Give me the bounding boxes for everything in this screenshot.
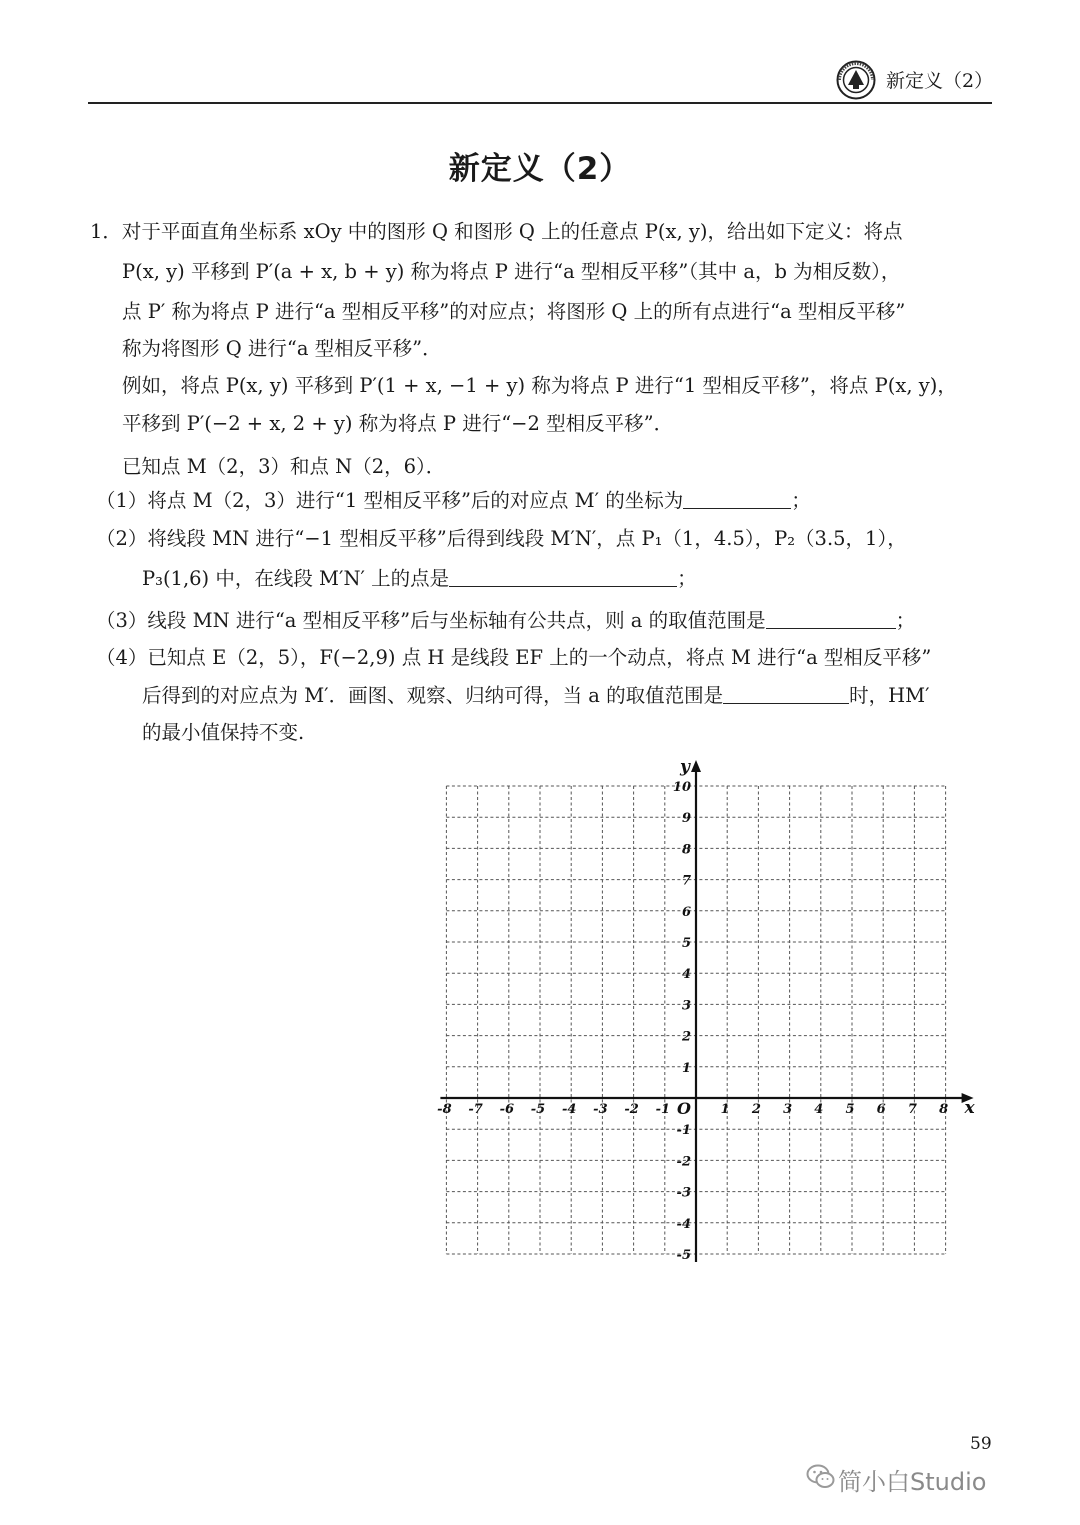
question-2-text: P₃(1,6) 中，在线段 M′N′ 上的点是 xyxy=(142,567,450,590)
coordinate-grid[interactable] xyxy=(432,757,982,1269)
question-2-line-2 xyxy=(142,563,697,591)
x-tick-label: 5 xyxy=(845,1102,855,1117)
page-title: 新定义（2） xyxy=(448,151,632,187)
question-4-end: 时，HM′ xyxy=(849,684,930,707)
question-3-text: （3）线段 MN 进行“a 型相反平移”后与坐标轴有公共点，则 a 的取值范围是 xyxy=(96,609,766,632)
y-tick-label: 10 xyxy=(672,780,691,795)
example-line-2: 平移到 P′(−2 + x, 2 + y) 称为将点 P 进行“−2 型相反平移”． xyxy=(122,412,674,435)
x-tick-label: 7 xyxy=(907,1102,917,1117)
x-axis-label: x xyxy=(964,1098,975,1118)
x-tick-label: -7 xyxy=(468,1102,483,1117)
question-4-line-2 xyxy=(142,680,930,708)
x-tick-label: 6 xyxy=(876,1102,886,1117)
x-tick-label: -8 xyxy=(437,1102,452,1117)
question-2-line-1: （2）将线段 MN 进行“−1 型相反平移”后得到线段 M′N′，点 P₁（1，4.5），P₂（3.5，1）， xyxy=(96,527,907,550)
watermark: 简小白Studio xyxy=(838,1468,987,1496)
y-tick-label: -5 xyxy=(676,1248,691,1263)
example-line-1: 例如，将点 P(x, y) 平移到 P′(1 + x, −1 + y) 称为将点 P 进行“1 型相反平移”，将点 P(x, y)， xyxy=(122,374,957,397)
problem-line-2: P(x, y) 平移到 P′(a + x, b + y) 称为将点 P 进行“a 型相反平移”（其中 a，b 为相反数）， xyxy=(122,260,901,283)
question-1-text: （1）将点 M（2，3）进行“1 型相反平移”后的对应点 M′ 的坐标为 xyxy=(96,489,684,512)
x-tick-label: -4 xyxy=(561,1102,577,1117)
wechat-icon xyxy=(806,1463,836,1491)
x-tick-label: -6 xyxy=(499,1102,515,1117)
y-tick-label: 8 xyxy=(681,842,691,858)
y-tick-label: 1 xyxy=(681,1060,691,1076)
x-tick-label: -3 xyxy=(593,1102,608,1117)
y-tick-label: 5 xyxy=(681,936,691,951)
x-tick-label: 1 xyxy=(720,1102,730,1117)
y-tick-label: 4 xyxy=(681,967,691,983)
header-divider xyxy=(88,102,992,104)
x-tick-label: -5 xyxy=(530,1102,546,1117)
question-2-end: ； xyxy=(677,567,697,590)
header-title: 新定义（2） xyxy=(886,70,994,92)
x-tick-label: -2 xyxy=(624,1102,639,1117)
school-logo-icon xyxy=(836,60,876,100)
question-4-line-1: （4）已知点 E（2，5），F(−2,9) 点 H 是线段 EF 上的一个动点，将点 M 进行“a 型相反平移” xyxy=(96,646,932,669)
problem-line-1: 1．对于平面直角坐标系 xOy 中的图形 Q 和图形 Q 上的任意点 P(x, y)，给出如下定义：将点 xyxy=(90,220,903,243)
y-tick-label: 3 xyxy=(681,998,691,1014)
answer-blank-4[interactable] xyxy=(723,685,849,704)
problem-line-4: 称为将图形 Q 进行“a 型相反平移”． xyxy=(122,337,442,360)
question-4-text: 后得到的对应点为 M′．画图、观察、归纳可得，当 a 的取值范围是 xyxy=(142,684,724,707)
page-number: 59 xyxy=(970,1434,992,1454)
y-tick-label: -3 xyxy=(676,1185,691,1201)
x-tick-label: 3 xyxy=(783,1102,793,1117)
y-tick-label: -1 xyxy=(676,1123,691,1139)
y-axis-label: y xyxy=(680,757,690,777)
question-1 xyxy=(96,485,811,513)
origin-label: O xyxy=(677,1099,691,1118)
x-tick-label: 8 xyxy=(939,1102,949,1117)
x-tick-label: 4 xyxy=(814,1102,824,1117)
question-3 xyxy=(96,605,915,633)
question-4-line-3: 的最小值保持不变. xyxy=(142,721,305,744)
x-tick-label: -1 xyxy=(655,1102,671,1117)
y-tick-label: -2 xyxy=(676,1154,691,1170)
x-tick-label: 2 xyxy=(751,1102,761,1117)
answer-blank-1[interactable] xyxy=(683,490,791,509)
y-axis-arrow xyxy=(691,760,701,772)
y-tick-label: 6 xyxy=(681,904,691,920)
y-tick-label: -4 xyxy=(676,1216,691,1232)
y-tick-label: 2 xyxy=(681,1029,691,1045)
question-3-end: ； xyxy=(895,609,916,632)
y-tick-label: 9 xyxy=(681,811,691,827)
answer-blank-2[interactable] xyxy=(449,568,677,587)
y-tick-label: 7 xyxy=(681,873,691,889)
answer-blank-3[interactable] xyxy=(766,610,896,629)
question-1-end: ； xyxy=(791,489,811,512)
problem-line-3: 点 P′ 称为将点 P 进行“a 型相反平移”的对应点；将图形 Q 上的所有点进行“a 型相反平移” xyxy=(122,300,906,323)
given-points: 已知点 M（2，3）和点 N（2，6）． xyxy=(122,455,446,478)
